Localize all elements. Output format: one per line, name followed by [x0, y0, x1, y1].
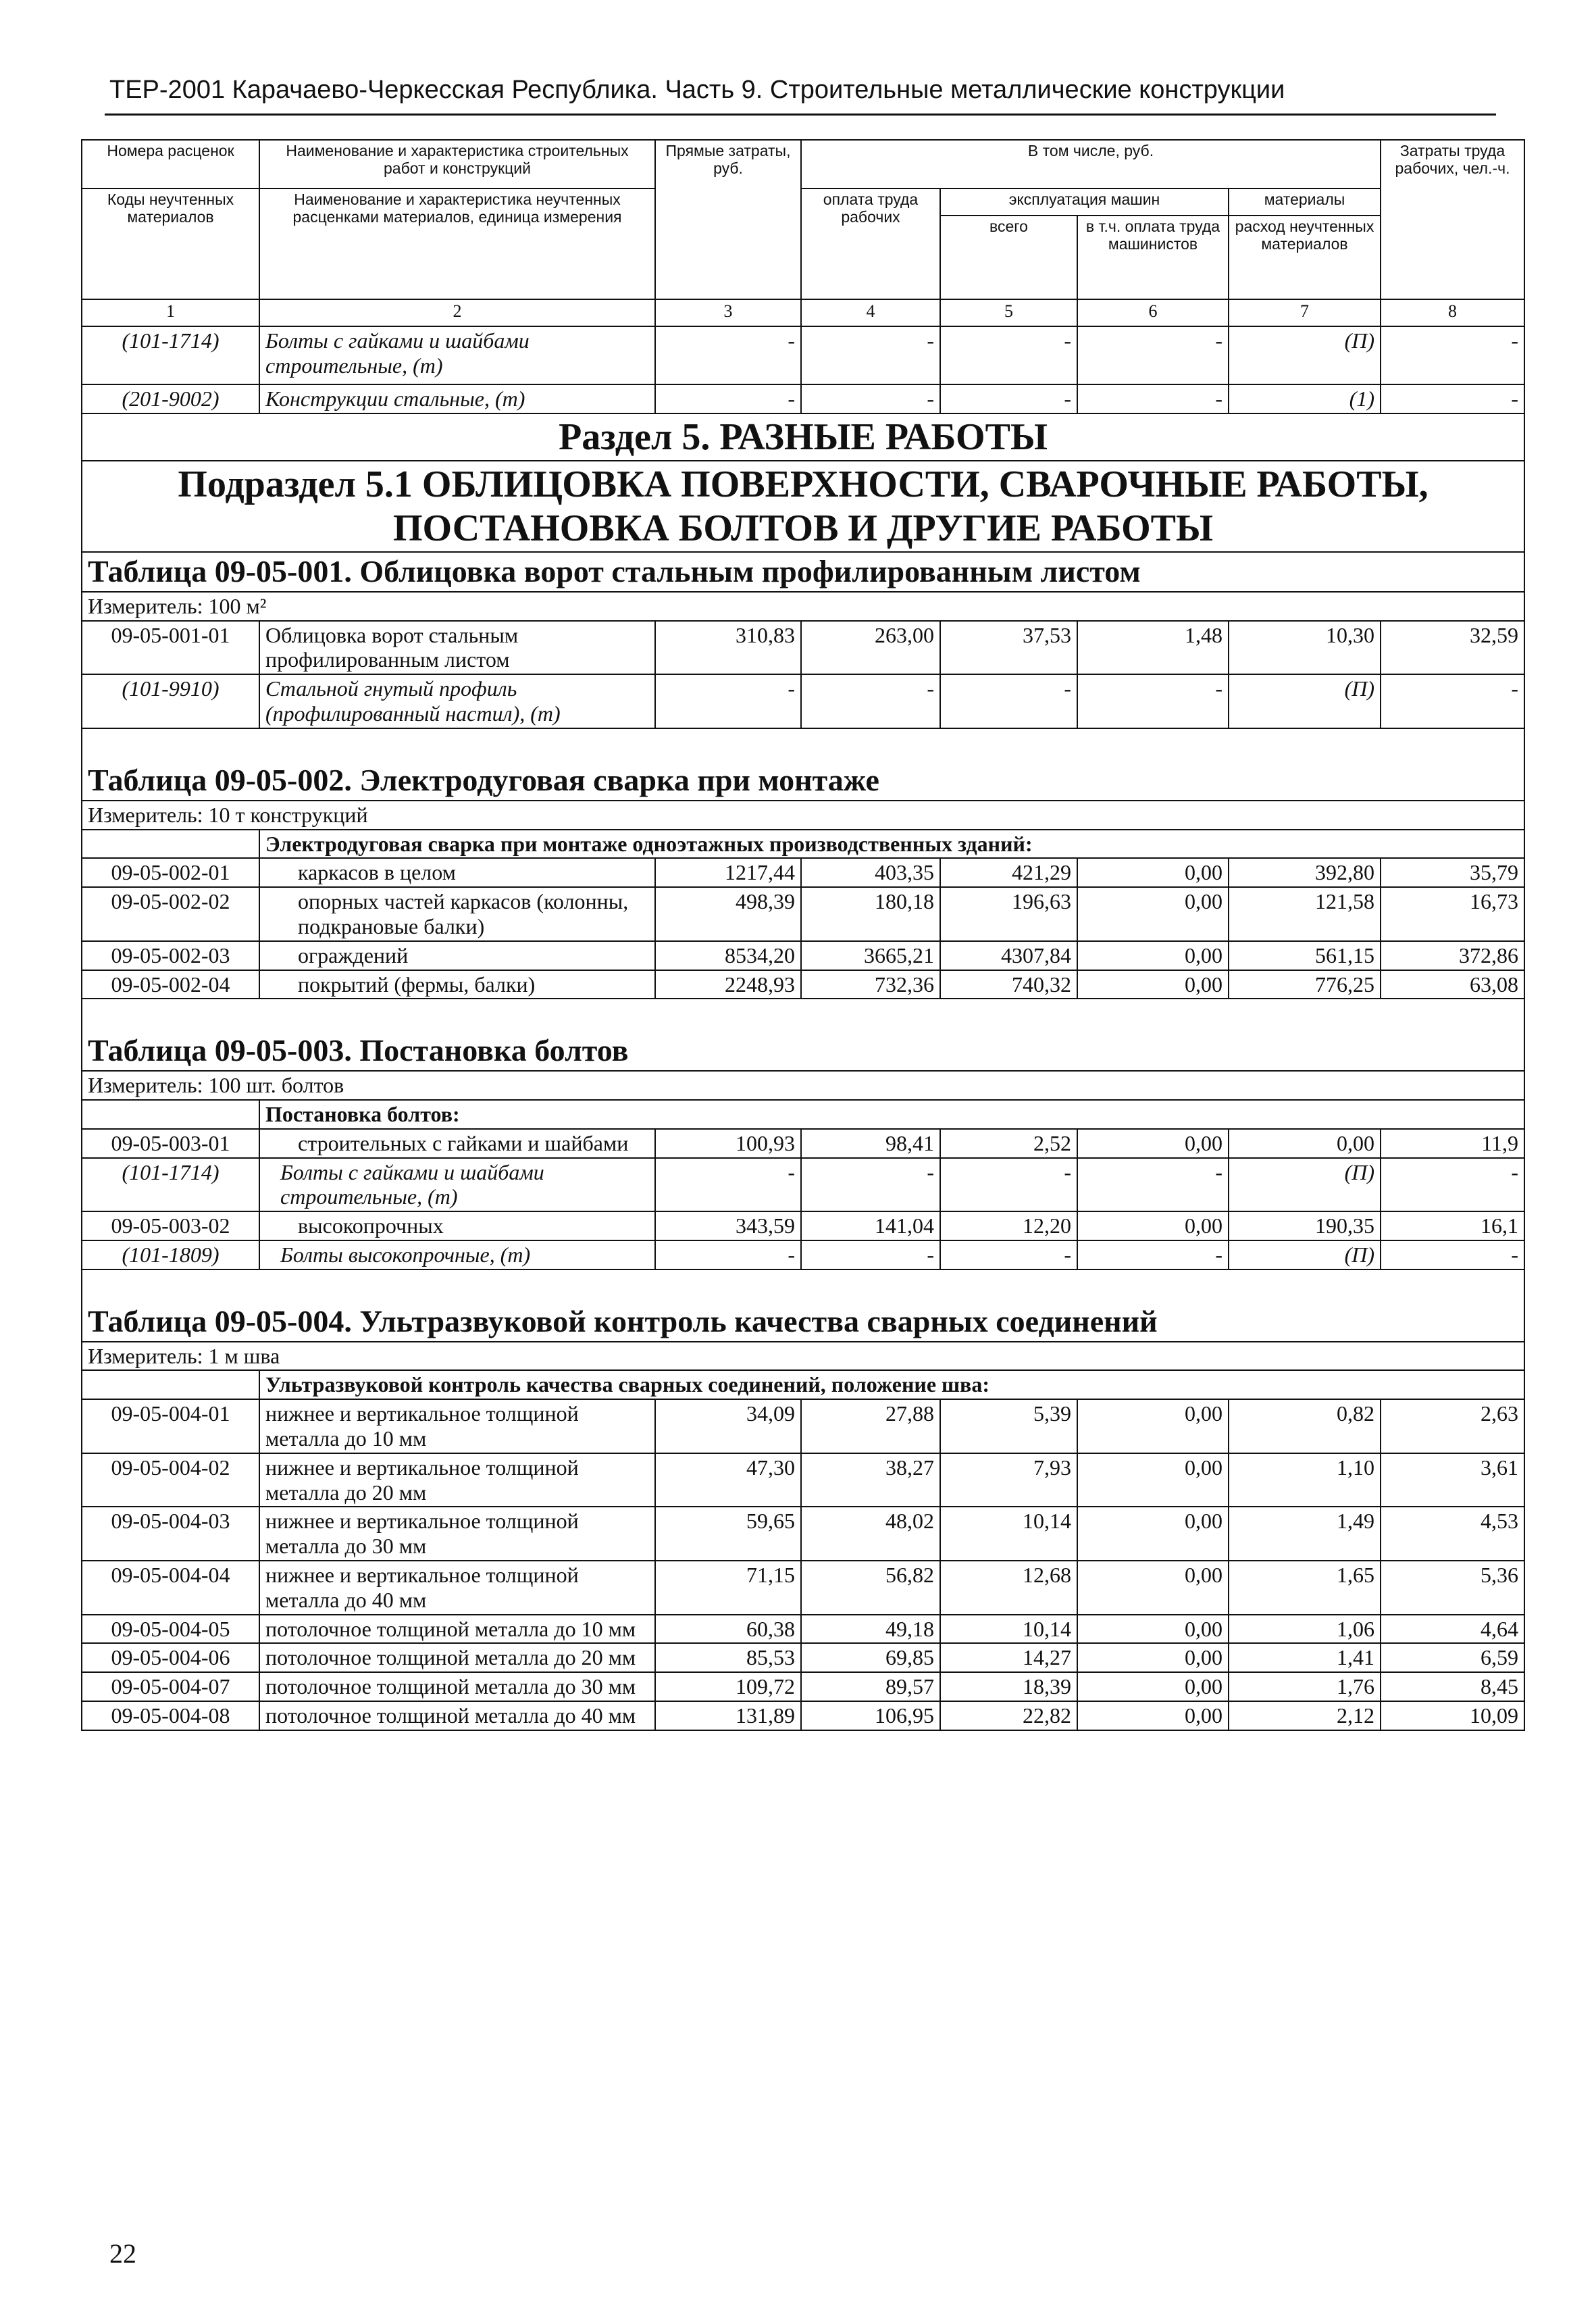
material-name: Болты с гайками и шайбами строительные, (т): [259, 326, 655, 384]
cell-value: -: [801, 1158, 940, 1212]
cell-value: 48,02: [801, 1507, 940, 1561]
rate-code: 09-05-004-07: [82, 1672, 259, 1701]
cell-value: 35,79: [1381, 858, 1524, 887]
work-name: покрытий (фермы, балки): [259, 970, 655, 999]
cell-value: 16,73: [1381, 887, 1524, 941]
work-name: потолочное толщиной металла до 20 мм: [259, 1643, 655, 1672]
rate-code: 09-05-004-08: [82, 1701, 259, 1730]
material-code: (101-1809): [82, 1240, 259, 1269]
cell-value: 60,38: [655, 1615, 801, 1644]
cell-value: 343,59: [655, 1211, 801, 1240]
work-name: каркасов в целом: [259, 858, 655, 887]
cell-value: 37,53: [940, 621, 1077, 675]
cell-value: -: [940, 384, 1077, 413]
table-row: [82, 1643, 1524, 1672]
work-name: опорных частей каркасов (колонны, подкрановые балки): [259, 887, 655, 941]
col-head-codes: Коды неучтенных материалов: [82, 188, 259, 299]
table-title: Таблица 09-05-004. Ультразвуковой контроль качества сварных соединений: [82, 1269, 1524, 1342]
cell-value: 0,00: [1077, 1643, 1229, 1672]
col-num: 8: [1381, 299, 1524, 326]
cell-value: 100,93: [655, 1129, 801, 1158]
cell-value: -: [801, 674, 940, 728]
col-head-wages: оплата труда рабочих: [801, 188, 940, 299]
cell-value: 10,09: [1381, 1701, 1524, 1730]
work-name: строительных с гайками и шайбами: [259, 1129, 655, 1158]
table-row: [82, 941, 1524, 970]
rate-code: 09-05-002-01: [82, 858, 259, 887]
table-row: [82, 1672, 1524, 1701]
table-row: [82, 1561, 1524, 1615]
cell-value: 85,53: [655, 1643, 801, 1672]
cell-value: 0,00: [1077, 858, 1229, 887]
cell-value: 561,15: [1229, 941, 1381, 970]
cell-value: 732,36: [801, 970, 940, 999]
cell-value: 0,00: [1077, 1507, 1229, 1561]
cell-value: -: [1381, 674, 1524, 728]
work-name: ограждений: [259, 941, 655, 970]
cell-value: 131,89: [655, 1701, 801, 1730]
work-name: нижнее и вертикальное толщиной металла до 40 мм: [259, 1561, 655, 1615]
cell-value: -: [655, 1158, 801, 1212]
cell-value: 8534,20: [655, 941, 801, 970]
cell-value: -: [655, 1240, 801, 1269]
page-number: 22: [109, 2238, 136, 2269]
material-name: Стальной гнутый профиль (профилированный настил), (т): [259, 674, 655, 728]
cell-value: 0,00: [1077, 887, 1229, 941]
page-header: ТЕР-2001 Карачаево-Черкесская Республика. Часть 9. Строительные металлические конструкции: [109, 76, 1285, 104]
material-code: (101-9910): [82, 674, 259, 728]
cell-value: -: [655, 384, 801, 413]
cell-value: 7,93: [940, 1453, 1077, 1507]
cell-value: 141,04: [801, 1211, 940, 1240]
cell-value: 10,30: [1229, 621, 1381, 675]
cell-value: 56,82: [801, 1561, 940, 1615]
work-name: нижнее и вертикальное толщиной металла до 20 мм: [259, 1453, 655, 1507]
cell-value: 263,00: [801, 621, 940, 675]
cell-value: 18,39: [940, 1672, 1077, 1701]
cell-value: 0,00: [1077, 970, 1229, 999]
cell-value: 0,00: [1077, 1615, 1229, 1644]
cell-value: -: [1381, 326, 1524, 384]
cell-value: (1): [1229, 384, 1381, 413]
work-name: потолочное толщиной металла до 10 мм: [259, 1615, 655, 1644]
cell-value: 1,49: [1229, 1507, 1381, 1561]
cell-value: 2,63: [1381, 1399, 1524, 1453]
col-head-operator-wages: в т.ч. оплата труда машинистов: [1077, 216, 1229, 299]
table-row: [82, 1211, 1524, 1240]
cell-value: 49,18: [801, 1615, 940, 1644]
col-head-name-materials: Наименование и характеристика неучтенных расценками материалов, единица измерения: [259, 188, 655, 299]
cell-value: 1,48: [1077, 621, 1229, 675]
cell-value: 71,15: [655, 1561, 801, 1615]
cell-value: (П): [1229, 1158, 1381, 1212]
cell-value: 89,57: [801, 1672, 940, 1701]
cell-value: 0,00: [1077, 941, 1229, 970]
table-row: [82, 1615, 1524, 1644]
col-head-unaccounted: расход неучтенных материалов: [1229, 216, 1381, 299]
rate-code: 09-05-004-05: [82, 1615, 259, 1644]
cell-value: 106,95: [801, 1701, 940, 1730]
cell-value: 776,25: [1229, 970, 1381, 999]
cell-value: 3665,21: [801, 941, 940, 970]
subsection-title: Подраздел 5.1 ОБЛИЦОВКА ПОВЕРХНОСТИ, СВАРОЧНЫЕ РАБОТЫ, ПОСТАНОВКА БОЛТОВ И ДРУГИЕ РАБОТЫ: [82, 461, 1524, 552]
col-num: 3: [655, 299, 801, 326]
table-row: [82, 326, 1524, 384]
table-meter: Измеритель: 10 т конструкций: [82, 801, 1524, 830]
price-table-frame: [81, 139, 1524, 2183]
table-group-label: Постановка болтов:: [259, 1100, 1524, 1129]
cell-value: -: [940, 1158, 1077, 1212]
cell-value: 5,39: [940, 1399, 1077, 1453]
cell-value: 2,12: [1229, 1701, 1381, 1730]
cell-value: (П): [1229, 1240, 1381, 1269]
material-code: (101-1714): [82, 1158, 259, 1212]
rate-code: 09-05-003-02: [82, 1211, 259, 1240]
cell-value: -: [1077, 1158, 1229, 1212]
cell-value: 10,14: [940, 1615, 1077, 1644]
cell-value: 34,09: [655, 1399, 801, 1453]
cell-value: 3,61: [1381, 1453, 1524, 1507]
col-head-machines: эксплуатация машин: [940, 188, 1229, 216]
cell-value: 0,00: [1229, 1129, 1381, 1158]
col-num: 5: [940, 299, 1077, 326]
cell-value: 59,65: [655, 1507, 801, 1561]
col-head-direct: Прямые затраты, руб.: [655, 140, 801, 299]
cell-value: 27,88: [801, 1399, 940, 1453]
header-row-2: [82, 188, 1524, 216]
cell-value: 12,68: [940, 1561, 1077, 1615]
cell-value: 10,14: [940, 1507, 1077, 1561]
work-name: нижнее и вертикальное толщиной металла до 30 мм: [259, 1507, 655, 1561]
rate-code: 09-05-002-04: [82, 970, 259, 999]
table-title: Таблица 09-05-002. Электродуговая сварка при монтаже: [82, 728, 1524, 801]
cell-value: 47,30: [655, 1453, 801, 1507]
cell-value: 2,52: [940, 1129, 1077, 1158]
cell-value: -: [940, 1240, 1077, 1269]
cell-value: -: [1381, 384, 1524, 413]
rate-code: 09-05-002-03: [82, 941, 259, 970]
cell-value: 190,35: [1229, 1211, 1381, 1240]
cell-value: 1,76: [1229, 1672, 1381, 1701]
cell-value: -: [655, 674, 801, 728]
table-row: [82, 1129, 1524, 1158]
material-name: Болты с гайками и шайбами строительные, (т): [259, 1158, 655, 1212]
table-row: [82, 384, 1524, 413]
table-row: [82, 1701, 1524, 1730]
cell-value: 196,63: [940, 887, 1077, 941]
table-title: Таблица 09-05-001. Облицовка ворот стальным профилированным листом: [82, 552, 1524, 592]
rate-code: 09-05-003-01: [82, 1129, 259, 1158]
cell-value: 5,36: [1381, 1561, 1524, 1615]
cell-value: 4,53: [1381, 1507, 1524, 1561]
cell-value: -: [1381, 1240, 1524, 1269]
col-num: 7: [1229, 299, 1381, 326]
work-name: нижнее и вертикальное толщиной металла до 10 мм: [259, 1399, 655, 1453]
cell-value: 0,00: [1077, 1211, 1229, 1240]
cell-value: -: [940, 674, 1077, 728]
cell-value: 740,32: [940, 970, 1077, 999]
table-row: [82, 1453, 1524, 1507]
cell-value: 1,06: [1229, 1615, 1381, 1644]
cell-value: 1,41: [1229, 1643, 1381, 1672]
col-head-name: Наименование и характеристика строительных работ и конструкций: [259, 140, 655, 188]
table-row: [82, 887, 1524, 941]
cell-value: 0,00: [1077, 1561, 1229, 1615]
cell-value: 0,00: [1077, 1701, 1229, 1730]
cell-value: 4,64: [1381, 1615, 1524, 1644]
table-meter: Измеритель: 100 шт. болтов: [82, 1071, 1524, 1100]
cell-value: 1217,44: [655, 858, 801, 887]
cell-value: -: [801, 384, 940, 413]
col-num: 1: [82, 299, 259, 326]
cell-value: 11,9: [1381, 1129, 1524, 1158]
table-row: [82, 621, 1524, 675]
table-group-label: Ультразвуковой контроль качества сварных соединений, положение шва:: [259, 1370, 1524, 1399]
table-title: Таблица 09-05-003. Постановка болтов: [82, 999, 1524, 1071]
col-head-materials: материалы: [1229, 188, 1381, 216]
column-numbers-row: [82, 299, 1524, 326]
cell-value: 0,82: [1229, 1399, 1381, 1453]
price-table: [81, 139, 1525, 1731]
cell-value: (П): [1229, 674, 1381, 728]
table-meter: Измеритель: 100 м²: [82, 592, 1524, 621]
cell-value: -: [1077, 1240, 1229, 1269]
header-rule: [105, 114, 1496, 116]
table-row: [82, 970, 1524, 999]
table-row: [82, 858, 1524, 887]
cell-value: 109,72: [655, 1672, 801, 1701]
work-name: высокопрочных: [259, 1211, 655, 1240]
cell-value: 22,82: [940, 1701, 1077, 1730]
material-code: (201-9002): [82, 384, 259, 413]
cell-value: 421,29: [940, 858, 1077, 887]
table-meter: Измеритель: 1 м шва: [82, 1342, 1524, 1371]
table-group-label: Электродуговая сварка при монтаже одноэтажных производственных зданий:: [259, 830, 1524, 859]
cell-value: 372,86: [1381, 941, 1524, 970]
rate-code: 09-05-004-01: [82, 1399, 259, 1453]
col-head-group: В том числе, руб.: [801, 140, 1381, 188]
cell-value: 63,08: [1381, 970, 1524, 999]
table-row: [82, 1158, 1524, 1212]
cell-value: 2248,93: [655, 970, 801, 999]
rate-code: 09-05-004-02: [82, 1453, 259, 1507]
cell-value: -: [1077, 384, 1229, 413]
table-row: [82, 1507, 1524, 1561]
cell-value: -: [801, 1240, 940, 1269]
cell-value: 6,59: [1381, 1643, 1524, 1672]
col-head-total: всего: [940, 216, 1077, 299]
col-num: 6: [1077, 299, 1229, 326]
cell-value: 121,58: [1229, 887, 1381, 941]
cell-value: 180,18: [801, 887, 940, 941]
cell-value: 0,00: [1077, 1453, 1229, 1507]
cell-value: 0,00: [1077, 1129, 1229, 1158]
header-row-1: [82, 140, 1524, 188]
cell-value: 4307,84: [940, 941, 1077, 970]
col-num: 2: [259, 299, 655, 326]
col-head-numbers: Номера расценок: [82, 140, 259, 188]
col-head-labor: Затраты труда рабочих, чел.-ч.: [1381, 140, 1524, 299]
work-name: Облицовка ворот стальным профилированным листом: [259, 621, 655, 675]
rate-code: 09-05-002-02: [82, 887, 259, 941]
work-name: потолочное толщиной металла до 40 мм: [259, 1701, 655, 1730]
rate-code: 09-05-001-01: [82, 621, 259, 675]
section-title: Раздел 5. РАЗНЫЕ РАБОТЫ: [82, 413, 1524, 461]
cell-value: 0,00: [1077, 1672, 1229, 1701]
material-name: Конструкции стальные, (т): [259, 384, 655, 413]
cell-value: 498,39: [655, 887, 801, 941]
cell-value: -: [1077, 326, 1229, 384]
rate-code: 09-05-004-03: [82, 1507, 259, 1561]
cell-value: 0,00: [1077, 1399, 1229, 1453]
cell-value: 12,20: [940, 1211, 1077, 1240]
cell-value: 310,83: [655, 621, 801, 675]
cell-value: 403,35: [801, 858, 940, 887]
col-num: 4: [801, 299, 940, 326]
cell-value: 392,80: [1229, 858, 1381, 887]
rate-code: 09-05-004-06: [82, 1643, 259, 1672]
cell-value: -: [940, 326, 1077, 384]
cell-value: 1,65: [1229, 1561, 1381, 1615]
cell-value: -: [1077, 674, 1229, 728]
cell-value: 8,45: [1381, 1672, 1524, 1701]
table-row: [82, 674, 1524, 728]
table-row: [82, 1399, 1524, 1453]
cell-value: -: [1381, 1158, 1524, 1212]
cell-value: 38,27: [801, 1453, 940, 1507]
cell-value: 69,85: [801, 1643, 940, 1672]
cell-value: 16,1: [1381, 1211, 1524, 1240]
cell-value: -: [801, 326, 940, 384]
material-name: Болты высокопрочные, (т): [259, 1240, 655, 1269]
material-code: (101-1714): [82, 326, 259, 384]
rate-code: 09-05-004-04: [82, 1561, 259, 1615]
cell-value: 98,41: [801, 1129, 940, 1158]
cell-value: 1,10: [1229, 1453, 1381, 1507]
cell-value: 14,27: [940, 1643, 1077, 1672]
cell-value: -: [655, 326, 801, 384]
work-name: потолочное толщиной металла до 30 мм: [259, 1672, 655, 1701]
cell-value: (П): [1229, 326, 1381, 384]
cell-value: 32,59: [1381, 621, 1524, 675]
table-row: [82, 1240, 1524, 1269]
